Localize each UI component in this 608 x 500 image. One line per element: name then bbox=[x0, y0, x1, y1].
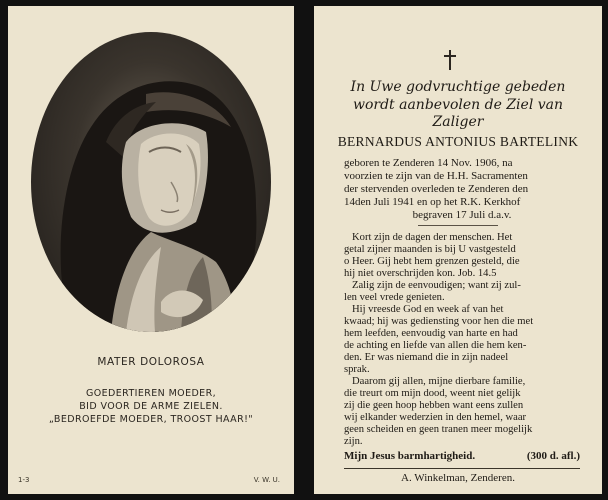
bio-line: geboren te Zenderen 14 Nov. 1906, na bbox=[344, 157, 513, 169]
intro-line: Zaliger bbox=[432, 114, 484, 130]
bio-line: begraven 17 Juli d.a.v. bbox=[412, 209, 512, 221]
memorial-card-front bbox=[8, 6, 294, 494]
body-line: sprak. bbox=[344, 364, 370, 375]
caption-line: BID VOOR DE ARME ZIELEN. bbox=[79, 401, 223, 412]
caption-line: GOEDERTIEREN MOEDER, bbox=[85, 388, 217, 399]
intro-line: In Uwe godvruchtige gebeden bbox=[350, 79, 566, 95]
body-line: Zalig zijn de eenvoudigen; want zij zul- bbox=[352, 280, 521, 291]
printer-mark: V. W. U. bbox=[253, 476, 280, 484]
body-line: o Heer. Gij hebt hem grenzen gesteld, die bbox=[344, 256, 520, 267]
body-line: getal zijner maanden is bij U vastgesteld bbox=[344, 244, 516, 255]
body-line: den. Er was niemand die in zijn nadeel bbox=[344, 352, 509, 363]
caption-line: „BEDROEFDE MOEDER, TROOST HAAR!" bbox=[48, 414, 254, 425]
body-line: len veel vrede genieten. bbox=[344, 292, 445, 303]
divider bbox=[418, 225, 498, 226]
body-line: hem leefden, eenvoudig van harte en had bbox=[344, 328, 518, 339]
bio-line: 14den Juli 1941 en op het R.K. Kerkhof bbox=[344, 196, 521, 208]
bio-line: der stervenden overleden te Zenderen den bbox=[344, 183, 529, 195]
body-line: wij elkander wederzien in den hemel, waar bbox=[344, 412, 527, 423]
deceased-name: BERNARDUS ANTONIUS BARTELINK bbox=[337, 134, 579, 149]
body-line: zij die geen hoop hebben want eens zullen bbox=[344, 400, 524, 411]
body-line: Daarom gij allen, mijne dierbare familie, bbox=[352, 376, 526, 387]
body-line: hij niet overschrijden kon. Job. 14.5 bbox=[344, 268, 497, 279]
print-code: 1-3 bbox=[18, 476, 30, 484]
mater-dolorosa-portrait bbox=[31, 32, 271, 332]
cross-icon bbox=[444, 50, 456, 70]
memorial-card-text bbox=[314, 6, 602, 494]
body-line: Hij vreesde God en week af van het bbox=[352, 304, 504, 315]
caption-title: MATER DOLOROSA bbox=[97, 356, 205, 368]
prayer-text: Mijn Jesus barmhartigheid. bbox=[344, 450, 476, 462]
intro-line: wordt aanbevolen de Ziel van bbox=[352, 97, 564, 113]
body-line: die treurt om mijn dood, weent niet gelijk bbox=[344, 388, 521, 399]
indulgence-note: (300 d. afl.) bbox=[526, 450, 580, 462]
divider bbox=[344, 468, 580, 469]
body-line: zijn. bbox=[344, 436, 363, 447]
body-line: kwaad; hij was gediensting voor hen die met bbox=[344, 316, 534, 327]
body-line: de achting en liefde van allen die hem ken- bbox=[344, 340, 527, 351]
printer-name: A. Winkelman, Zenderen. bbox=[401, 472, 515, 484]
body-line: Kort zijn de dagen der menschen. Het bbox=[352, 232, 513, 243]
bio-line: voorzien te zijn van de H.H. Sacramenten bbox=[344, 170, 528, 182]
body-line: geen scheiden en geen tranen meer mogelijk bbox=[344, 424, 533, 435]
